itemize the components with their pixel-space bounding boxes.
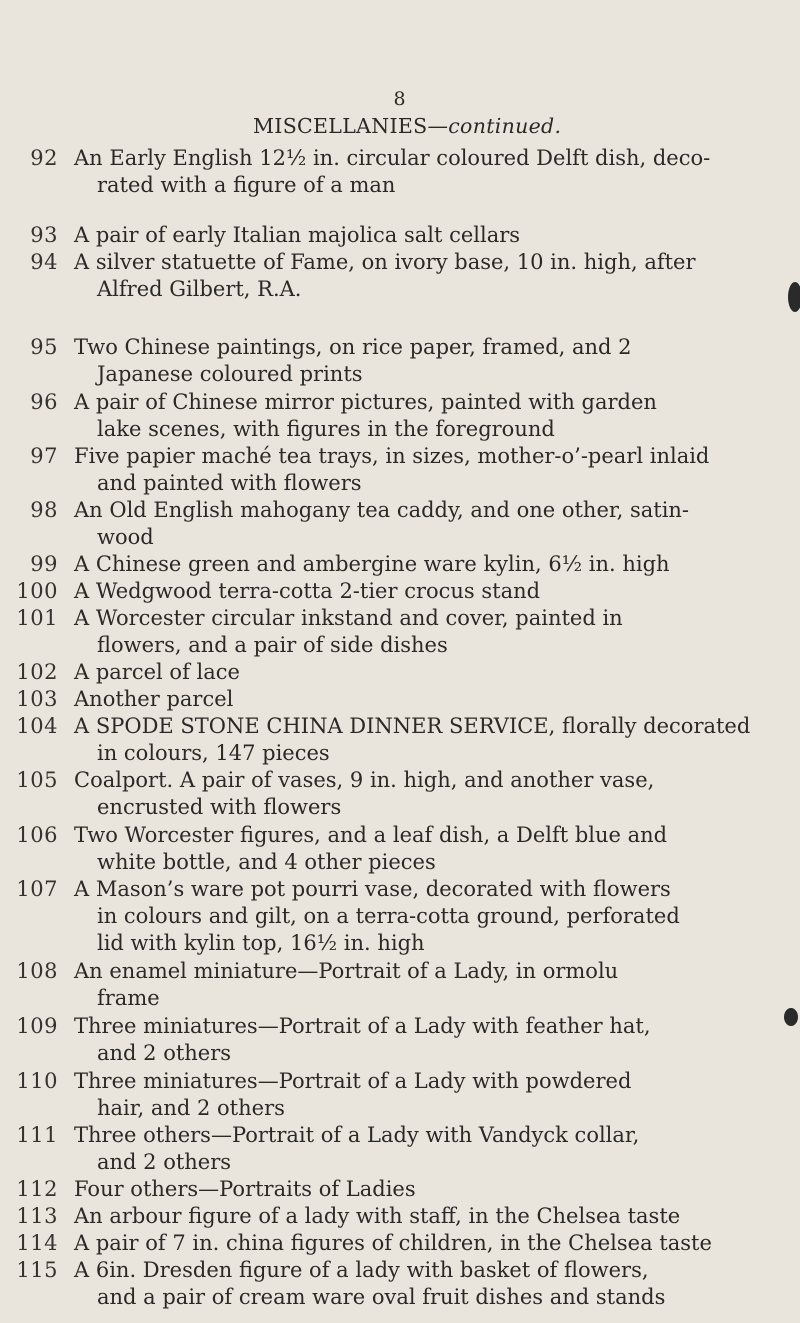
lot-description-line: wood	[97, 525, 154, 549]
lot-description-line: A Worcester circular inkstand and cover, painted in	[74, 606, 623, 630]
running-head	[253, 114, 561, 138]
lot-description-line: and a pair of cream ware oval fruit dishes and stands	[97, 1285, 666, 1309]
lot-description-line: hair, and 2 others	[97, 1096, 285, 1120]
lot-description	[74, 659, 714, 686]
lot-description-line: Three miniatures—Portrait of a Lady with feather hat,	[74, 1014, 651, 1038]
lot-description-line: white bottle, and 4 other pieces	[97, 850, 436, 874]
lot-description-line: and 2 others	[97, 1041, 232, 1065]
lot-description	[74, 822, 714, 876]
lot-description-line: Two Chinese paintings, on rice paper, framed, and 2	[74, 335, 632, 359]
lot-description-line: Four others—Portraits of Ladies	[74, 1177, 416, 1201]
lot-description-line: lake scenes, with figures in the foreground	[97, 417, 555, 441]
lot-number: 107	[16, 877, 58, 901]
lot-description-line: A 6in. Dresden figure of a lady with basket of flowers,	[74, 1258, 649, 1282]
lot-description	[74, 1013, 714, 1067]
lot-number: 109	[16, 1014, 58, 1038]
lot-description-line: Two Worcester figures, and a leaf dish, a Delft blue and	[74, 823, 668, 847]
lot-description-line: rated with a figure of a man	[97, 173, 396, 197]
lot-description-line: A Wedgwood terra-cotta 2-tier crocus stand	[74, 579, 541, 603]
lot-description	[74, 713, 751, 767]
lot-description-line: Coalport. A pair of vases, 9 in. high, and another vase,	[74, 768, 655, 792]
lot-description	[74, 605, 714, 659]
lot-number: 100	[16, 579, 58, 603]
lot-description-line: A SPODE STONE CHINA DINNER SERVICE, florally decorated	[74, 714, 751, 738]
lot-description	[74, 686, 714, 713]
lot-description-line: A Chinese green and ambergine ware kylin, 6½ in. high	[74, 552, 670, 576]
lot-description-line: Five papier maché tea trays, in sizes, mother-o’-pearl inlaid	[74, 444, 710, 468]
lot-description-line: Alfred Gilbert, R.A.	[97, 277, 302, 301]
lot-description-line: A pair of 7 in. china figures of children, in the Chelsea taste	[74, 1231, 712, 1255]
lot-description	[74, 443, 714, 497]
lot-number: 110	[16, 1069, 58, 1093]
lot-number: 108	[16, 959, 58, 983]
running-head-continued: —continued.	[427, 114, 562, 138]
lot-description	[74, 578, 714, 605]
lot-description	[74, 249, 714, 303]
lot-number: 96	[30, 390, 58, 414]
lot-description	[74, 876, 714, 957]
lot-number: 114	[16, 1231, 58, 1255]
lot-number: 94	[30, 250, 58, 274]
lot-description-line: A pair of Chinese mirror pictures, painted with garden	[74, 390, 657, 414]
lot-description-line: Three others—Portrait of a Lady with Vandyck collar,	[74, 1123, 640, 1147]
lot-number: 99	[30, 552, 58, 576]
lot-number: 104	[16, 714, 58, 738]
lot-description	[74, 222, 714, 249]
lot-description	[74, 1176, 714, 1203]
lot-number: 115	[16, 1258, 58, 1282]
lot-number: 97	[30, 444, 58, 468]
lot-number: 103	[16, 687, 58, 711]
lot-description	[74, 767, 714, 821]
lot-description	[74, 1257, 714, 1311]
lot-description	[74, 1122, 714, 1176]
lot-description-line: A pair of early Italian majolica salt cellars	[74, 223, 521, 247]
lot-description	[74, 145, 714, 199]
edge-mark-top	[788, 282, 800, 312]
lot-description-line: in colours and gilt, on a terra-cotta ground, perforated	[97, 904, 680, 928]
lot-number: 92	[30, 146, 58, 170]
lot-description-line: Another parcel	[74, 687, 234, 711]
lot-description-line: Japanese coloured prints	[97, 362, 363, 386]
lot-description	[74, 1230, 714, 1257]
lot-number: 102	[16, 660, 58, 684]
lot-description-line: A parcel of lace	[74, 660, 240, 684]
lot-description-line: An Old English mahogany tea caddy, and one other, satin-	[74, 498, 690, 522]
lot-description	[74, 1068, 714, 1122]
page-number: 8	[393, 88, 407, 110]
lot-number: 101	[16, 606, 58, 630]
lot-description-line: An Early English 12½ in. circular coloured Delft dish, deco-	[74, 146, 711, 170]
lot-description	[74, 497, 714, 551]
lot-number: 98	[30, 498, 58, 522]
lot-number: 113	[16, 1204, 58, 1228]
lot-description	[74, 958, 714, 1012]
lot-description-line: in colours, 147 pieces	[97, 741, 330, 765]
lot-description	[74, 551, 714, 578]
lot-description-line: and painted with flowers	[97, 471, 362, 495]
edge-mark-bottom	[784, 1008, 798, 1026]
lot-number: 106	[16, 823, 58, 847]
lot-description-line: frame	[97, 986, 160, 1010]
lot-description	[74, 389, 714, 443]
lot-description-line: Three miniatures—Portrait of a Lady with powdered	[74, 1069, 632, 1093]
lot-description	[74, 1203, 714, 1230]
lot-description-line: encrusted with flowers	[97, 795, 342, 819]
lot-description	[74, 334, 714, 388]
lot-description-line: A silver statuette of Fame, on ivory base, 10 in. high, after	[74, 250, 696, 274]
lot-description-line: flowers, and a pair of side dishes	[97, 633, 448, 657]
running-head-title: MISCELLANIES	[253, 114, 428, 138]
lot-description-line: An arbour figure of a lady with staff, in the Chelsea taste	[74, 1204, 681, 1228]
lot-number: 95	[30, 335, 58, 359]
lot-number: 93	[30, 223, 58, 247]
lot-number: 112	[16, 1177, 58, 1201]
lot-description-line: lid with kylin top, 16½ in. high	[97, 931, 425, 955]
lot-description-line: An enamel miniature—Portrait of a Lady, in ormolu	[74, 959, 619, 983]
lot-number: 111	[16, 1123, 58, 1147]
lot-description-line: A Mason’s ware pot pourri vase, decorated with flowers	[74, 877, 671, 901]
lot-description-line: and 2 others	[97, 1150, 232, 1174]
lot-number: 105	[16, 768, 58, 792]
